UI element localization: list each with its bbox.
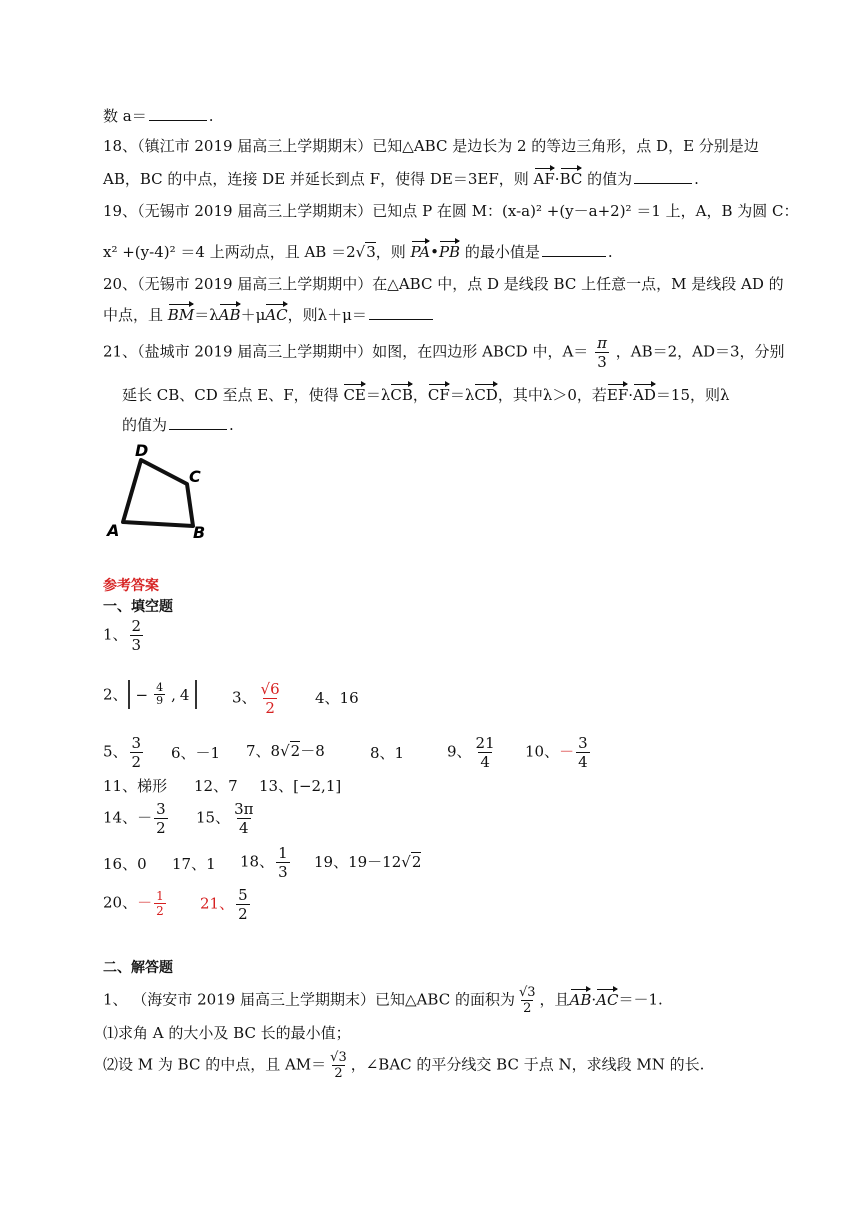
answer-17: 17、1 bbox=[172, 855, 216, 873]
q19-line2: x² +(y-4)² ＝4 上两动点，且 AB ＝2√3，则 PA•PB 的最小值是 . bbox=[103, 239, 613, 262]
answer-18: 18、 $\frac{1}{3}$ bbox=[240, 844, 288, 881]
answer-8: 8、1 bbox=[370, 744, 405, 762]
sqrt-3: √3 bbox=[355, 243, 376, 261]
answer-13: 13、[−2,1] bbox=[259, 777, 342, 795]
vector-af: AF bbox=[534, 166, 555, 189]
vector-pa: PA bbox=[411, 239, 431, 262]
label-d: D bbox=[135, 441, 149, 460]
label-c: C bbox=[189, 467, 201, 486]
q20-line1: 20、（无锡市 2019 届高三上学期期中）在△ABC 中，点 D 是线段 BC 上任意一点，M 是线段 AD 的 bbox=[103, 275, 784, 293]
q21-line3: 的值为 . bbox=[122, 416, 234, 434]
answer-blank[interactable] bbox=[369, 305, 433, 320]
answer-15: 15、 $\frac{3\pi}{4}$ bbox=[196, 800, 254, 837]
q17-tail: 数 a＝ . bbox=[103, 107, 214, 125]
answer-2: 2、 − $\frac{4}{9}$ , 4 bbox=[103, 680, 197, 709]
answer-blank[interactable] bbox=[634, 169, 692, 184]
solve-q1-part2: ⑵设 M 为 BC 的中点，且 AM＝ $\frac{√3}{2}$ ，∠BAC 的平分线交 BC 于点 N，求线段 MN 的长. bbox=[103, 1050, 705, 1081]
solve-q1-line1: 1、 （海安市 2019 届高三上学期期末）已知△ABC 的面积为 $\frac{√3}{2}$ ，且AB·AC＝－1. bbox=[103, 985, 663, 1016]
answer-blank[interactable] bbox=[149, 106, 207, 121]
q18-line1: 18、（镇江市 2019 届高三上学期期末）已知△ABC 是边长为 2 的等边三角形，点 D，E 分别是边 bbox=[103, 137, 759, 155]
answer-14: 14、－ $\frac{3}{2}$ bbox=[103, 800, 166, 837]
quadrilateral-figure bbox=[103, 440, 213, 540]
answers-heading: 参考答案 bbox=[103, 578, 159, 594]
answer-16: 16、0 bbox=[103, 855, 147, 873]
answer-9: 9、 $\frac{21}{4}$ bbox=[447, 734, 495, 771]
q18-line2: AB，BC 的中点，连接 DE 并延长到点 F，使得 DE＝3EF，则 AF·BC 的值为 . bbox=[103, 166, 699, 189]
section-solve: 二、解答题 bbox=[103, 960, 173, 976]
answer-4: 4、16 bbox=[315, 689, 359, 707]
section-fill-blank: 一、填空题 bbox=[103, 599, 173, 615]
q19-line1: 19、（无锡市 2019 届高三上学期期末）已知点 P 在圆 M：(x-a)² +(y－a+2)² ＝1 上，A，B 为圆 C： bbox=[103, 202, 799, 220]
answer-19: 19、19－12√2 bbox=[314, 853, 422, 871]
label-a: A bbox=[107, 521, 120, 540]
answer-7: 7、8√2－8 bbox=[246, 742, 325, 760]
answer-1: 1、 $\frac{2}{3}$ bbox=[103, 617, 142, 654]
answer-blank[interactable] bbox=[169, 415, 227, 430]
answer-10: 10、－ $\frac{3}{4}$ bbox=[525, 734, 588, 771]
vector-bc: BC bbox=[560, 166, 583, 189]
q20-line2: 中点，且 BM＝λAB＋μAC，则λ＋μ＝ bbox=[103, 302, 435, 325]
solve-q1-part1: ⑴求角 A 的大小及 BC 长的最小值； bbox=[103, 1024, 351, 1042]
answer-5: 5、 $\frac{3}{2}$ bbox=[103, 734, 142, 771]
answer-blank[interactable] bbox=[542, 242, 606, 257]
fraction-pi-3: $\frac{\pi}{3}$ bbox=[597, 334, 607, 371]
answer-20: 20、－ $\frac{1}{2}$ bbox=[103, 889, 164, 918]
vector-pb: PB bbox=[439, 239, 460, 262]
answer-11: 11、梯形 bbox=[103, 777, 168, 795]
quadrilateral-abcd bbox=[123, 460, 193, 526]
q21-line2: 延长 CB、CD 至点 E、F，使得 CE＝λCB，CF＝λCD，其中λ＞0，若EF·AD＝15，则λ bbox=[122, 382, 730, 405]
answer-21: 21、 $\frac{5}{2}$ bbox=[200, 886, 248, 923]
answer-6: 6、－1 bbox=[171, 744, 221, 762]
q21-line1: 21、（盐城市 2019 届高三上学期期中）如图，在四边形 ABCD 中，A＝ $\frac{\pi}{3}$ ，AB＝2，AD＝3，分别 bbox=[103, 334, 785, 371]
label-b: B bbox=[193, 523, 206, 540]
answer-3: 3、 $\frac{√6}{2}$ bbox=[232, 680, 280, 717]
answer-12: 12、7 bbox=[194, 777, 238, 795]
